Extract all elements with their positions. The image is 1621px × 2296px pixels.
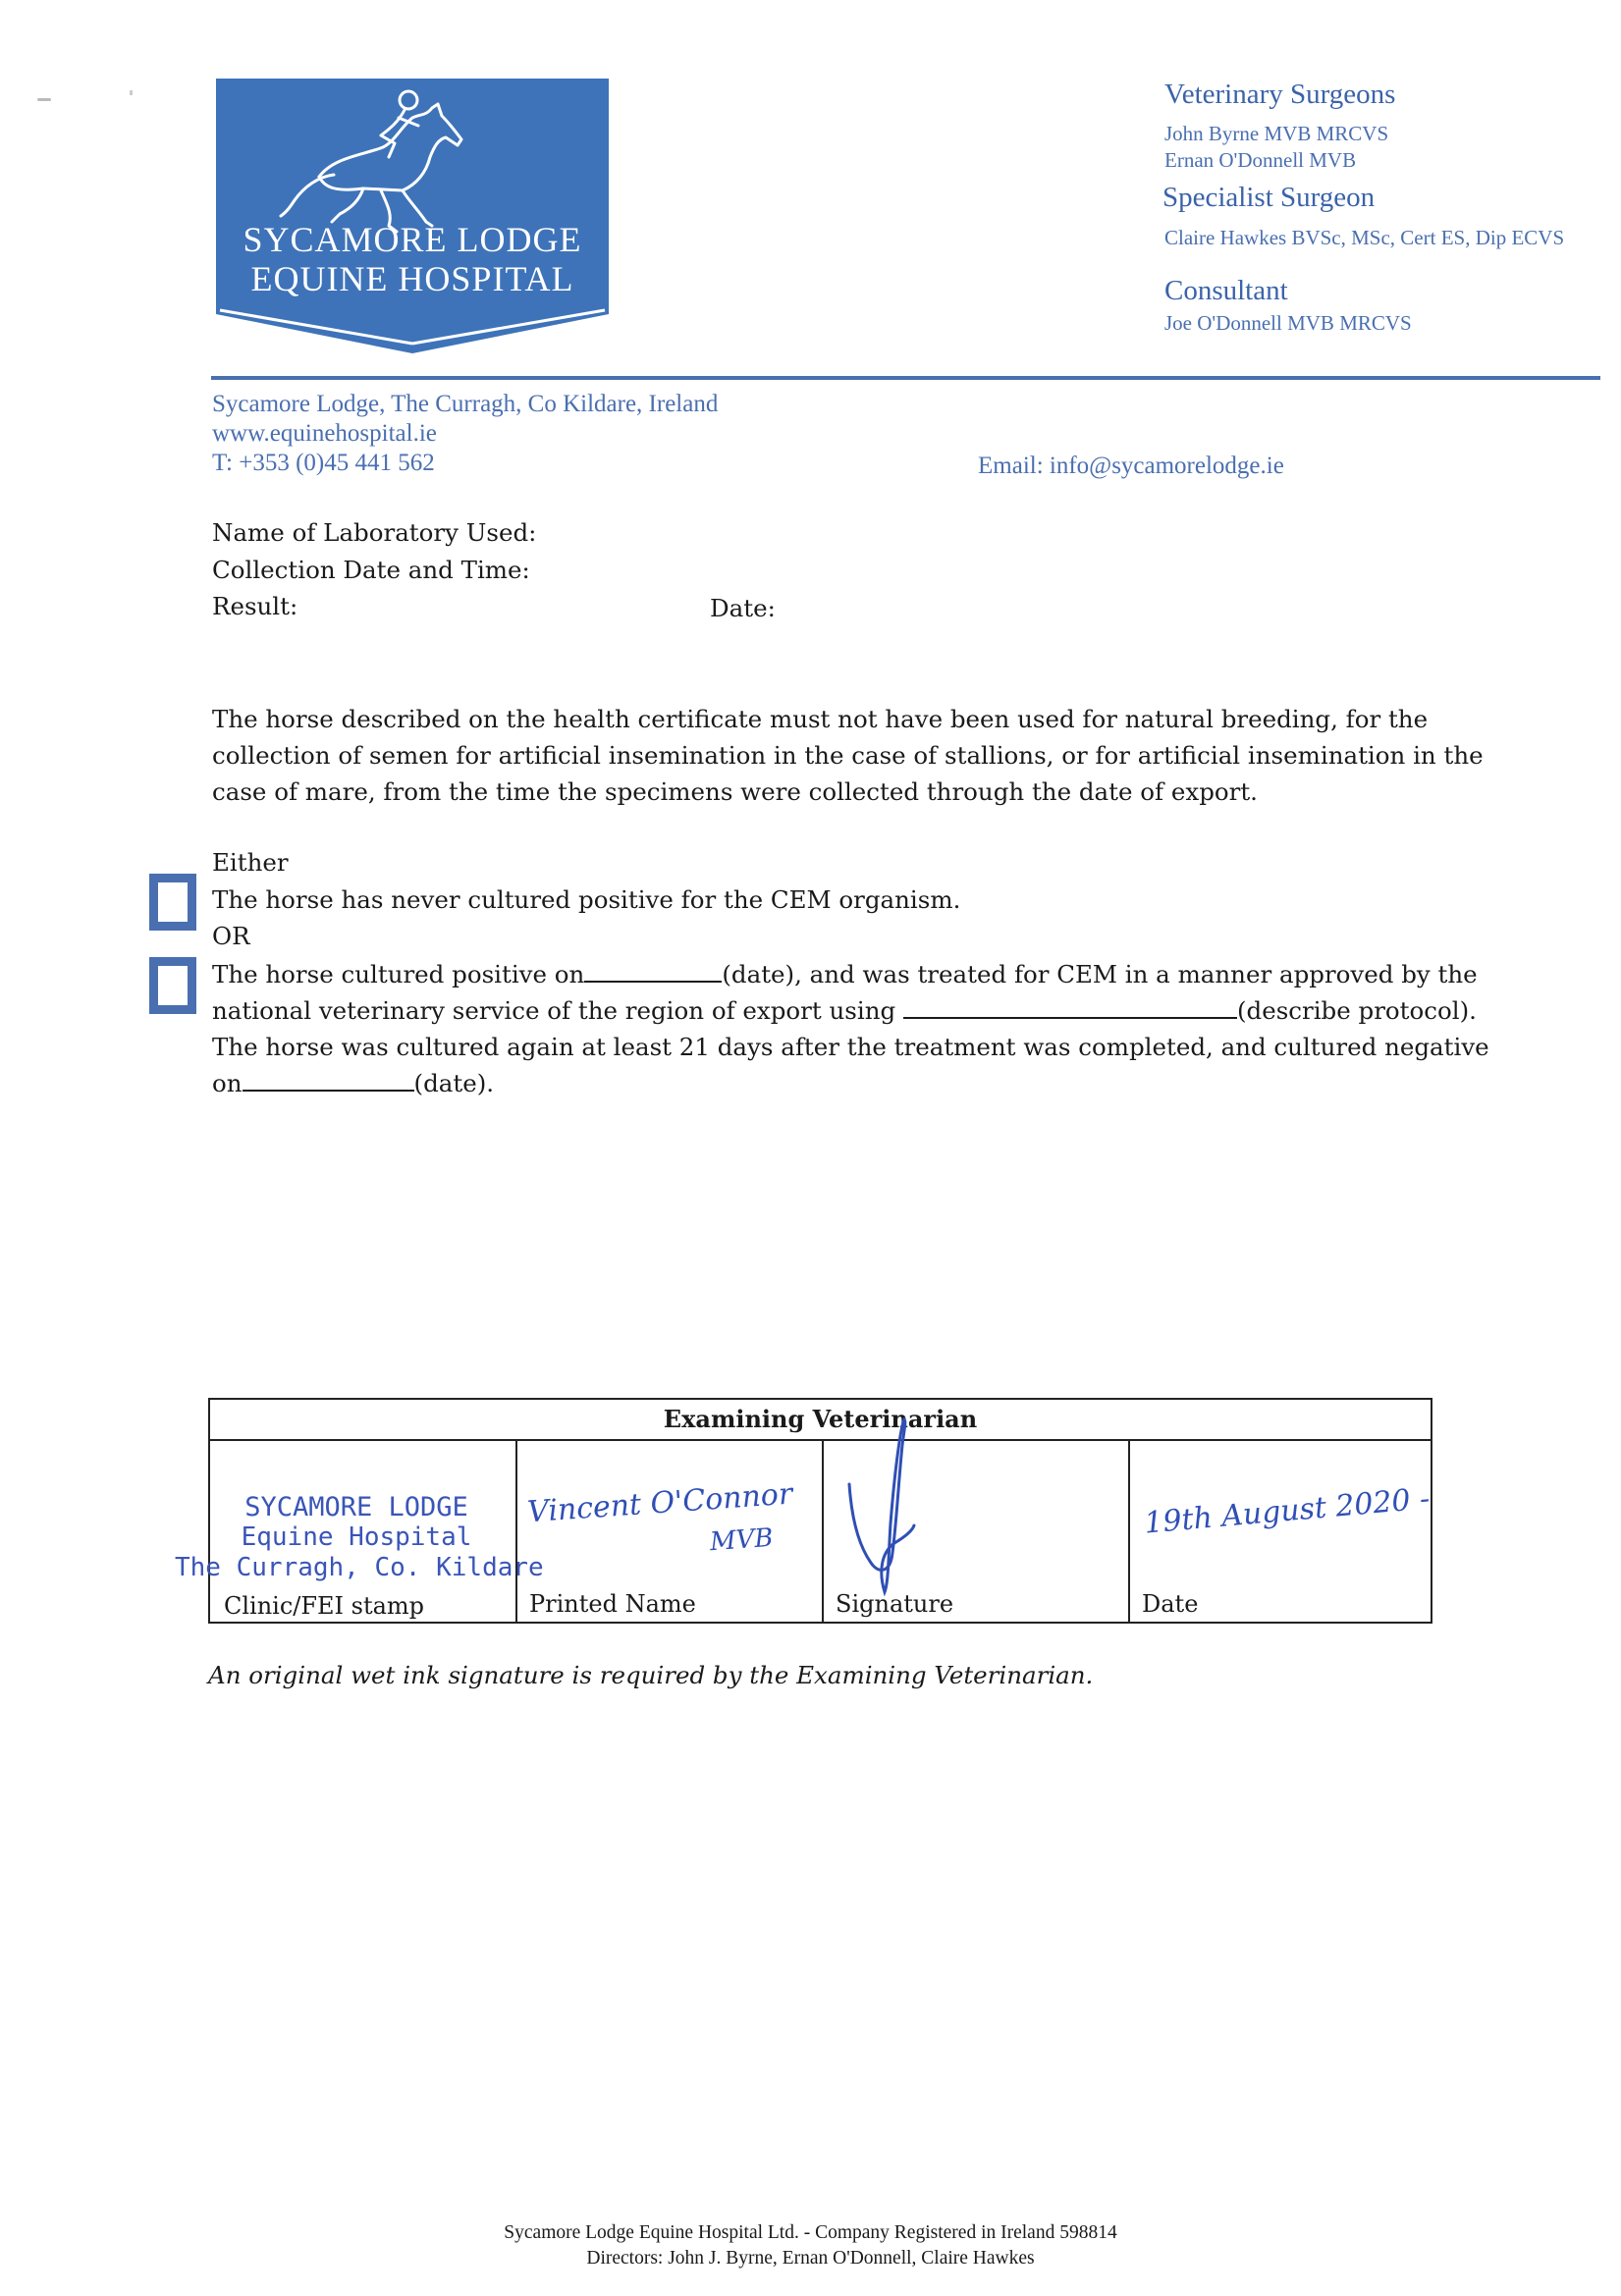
option-1-checkbox[interactable] — [149, 874, 196, 931]
option-2-text-b: (date), and was treated for CEM in a manner approved by the — [722, 960, 1478, 988]
printed-name-cell[interactable] — [517, 1441, 822, 1624]
phone-number: T: +353 (0)45 441 562 — [212, 450, 435, 476]
signature-cell[interactable] — [824, 1441, 1128, 1624]
specialist-name: Claire Hawkes BVSc, MSc, Cert ES, Dip ECVS — [1164, 226, 1565, 249]
vet-1: John Byrne MVB MRCVS — [1164, 122, 1389, 145]
option-2-text-a: The horse cultured positive on — [212, 960, 585, 988]
option-2-text-c: national veterinary service of the region of export using — [212, 996, 896, 1025]
printed-name-label: Printed Name — [529, 1590, 696, 1618]
signature-scribble — [843, 1415, 922, 1602]
consultant-name: Joe O'Donnell MVB MRCVS — [1164, 311, 1412, 335]
vet-2: Ernan O'Donnell MVB — [1164, 148, 1357, 172]
option-1-text: The horse has never cultured positive for the CEM organism. — [212, 885, 961, 914]
option-2-text-d: (describe protocol). — [1236, 996, 1477, 1025]
consultant-title: Consultant — [1164, 275, 1288, 306]
clinic-stamp-label: Clinic/FEI stamp — [224, 1592, 425, 1620]
scan-speck — [130, 90, 133, 95]
lab-field-label: Name of Laboratory Used: — [212, 518, 537, 547]
date-value: 19th August 2020 - — [1143, 1481, 1432, 1541]
collection-field-label: Collection Date and Time: — [212, 556, 530, 584]
footer-company: Sycamore Lodge Equine Hospital Ltd. - Company Registered in Ireland 598814 — [504, 2222, 1117, 2243]
clinic-stamp-cell[interactable] — [175, 1441, 544, 1624]
printed-name-value: Vincent O'Connor — [526, 1476, 794, 1530]
statement-line-2: collection of semen for artificial insemination in the case of stallions, or for artificial insemination in the — [212, 741, 1484, 770]
protocol-blank[interactable] — [903, 995, 1237, 1019]
option-2-text-g: (date). — [413, 1069, 495, 1097]
signature-label: Signature — [836, 1590, 954, 1618]
stamp-line-3: The Curragh, Co. Kildare — [175, 1553, 544, 1582]
negative-date-blank[interactable] — [243, 1068, 414, 1092]
logo-banner — [216, 79, 609, 353]
website-link[interactable]: www.equinehospital.ie — [212, 420, 437, 447]
statement-line-3: case of mare, from the time the specimens were collected through the date of export. — [212, 777, 1258, 806]
footer-directors: Directors: John J. Byrne, Ernan O'Donnell, Claire Hawkes — [586, 2248, 1035, 2269]
vets-title: Veterinary Surgeons — [1164, 79, 1396, 110]
logo-name-line2: EQUINE HOSPITAL — [250, 259, 574, 298]
clinic-stamp — [175, 1492, 544, 1583]
option-2-line-2 — [212, 992, 1477, 1029]
date-field-label: Date: — [710, 594, 776, 622]
hospital-logo — [216, 79, 609, 353]
stamp-line-2: Equine Hospital — [241, 1522, 472, 1552]
signature-note: An original wet ink signature is required by the Examining Veterinarian. — [208, 1661, 1094, 1689]
option-2-text-f: on — [212, 1069, 243, 1097]
table-title: Examining Veterinarian — [210, 1400, 1431, 1441]
result-field-label: Result: — [212, 592, 298, 620]
option-2-line-3: The horse was cultured again at least 21 days after the treatment was completed, and cultured negative — [212, 1033, 1489, 1061]
statement-line-1: The horse described on the health certificate must not have been used for natural breeding, for the — [212, 705, 1429, 733]
either-label: Either — [212, 848, 289, 877]
option-2-line-1 — [212, 956, 1478, 992]
scan-speck — [37, 98, 51, 101]
stamp-line-1: SYCAMORE LODGE — [244, 1492, 468, 1522]
option-2-checkbox[interactable] — [149, 957, 196, 1014]
header-rule — [211, 376, 1600, 380]
address: Sycamore Lodge, The Curragh, Co Kildare, Ireland — [212, 391, 719, 417]
footer — [0, 2220, 1621, 2271]
email-address[interactable]: Email: info@sycamorelodge.ie — [978, 453, 1284, 479]
logo-name-line1: SYCAMORE LODGE — [243, 220, 582, 259]
date-label: Date — [1142, 1590, 1199, 1618]
specialist-title: Specialist Surgeon — [1162, 182, 1376, 213]
printed-name-suffix: MVB — [709, 1522, 775, 1558]
date-cell[interactable] — [1130, 1441, 1432, 1624]
positive-date-blank[interactable] — [584, 959, 722, 983]
option-2-line-4 — [212, 1065, 494, 1101]
or-label: OR — [212, 922, 250, 950]
examining-veterinarian-table — [175, 1398, 1432, 1624]
